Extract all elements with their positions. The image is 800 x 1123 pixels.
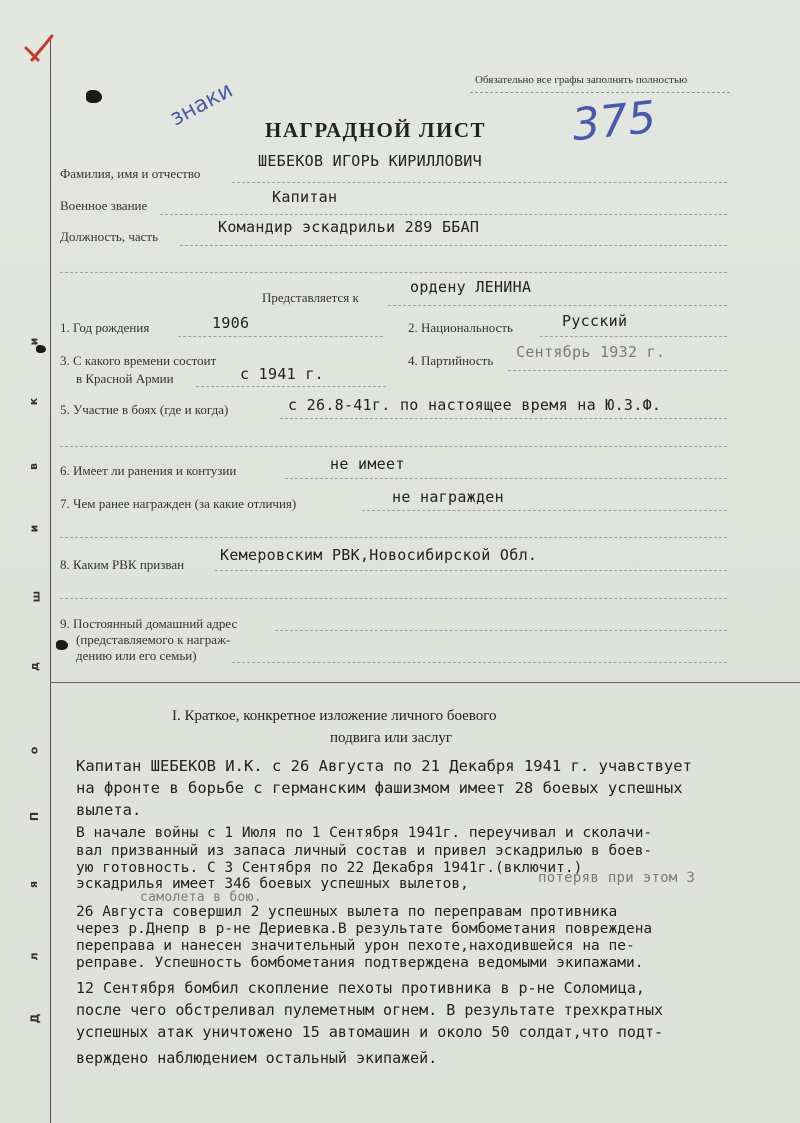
battles-value: с 26.8-41г. по настоящее время на Ю.З.Ф. (288, 396, 662, 414)
rank-line (160, 214, 727, 215)
body-line: эскадрилья имеет 346 боевых успешных вылетов, (76, 876, 469, 892)
prev-awards-line-2 (60, 537, 727, 538)
body-line: В начале войны с 1 Июля по 1 Сентября 1941г. переучивал и сколачи- (76, 825, 653, 841)
battles-line-2 (60, 446, 727, 447)
body-line: вал призванный из запаса личный состав и привел эскадрилью в боев- (76, 843, 653, 859)
party-line (508, 370, 727, 371)
stub-letter: л (27, 952, 41, 961)
rank-label: Военное звание (60, 198, 148, 213)
stub-letter: и (27, 337, 41, 346)
rank-value: Капитан (272, 188, 338, 206)
page-title: НАГРАДНОЙ ЛИСТ (265, 118, 487, 142)
stub-letter: д (27, 662, 41, 671)
army-label-1: 3. С какого времени состоит (60, 353, 217, 368)
section-heading-2: подвига или заслуг (330, 730, 453, 746)
body-line: 26 Августа совершил 2 успешных вылета по переправам противника (76, 904, 618, 920)
nation-value: Русский (562, 312, 628, 330)
prev-awards-line (362, 510, 727, 511)
stub-letter: я (27, 880, 41, 889)
fio-line (232, 182, 727, 183)
address-label-2: (представляемого к награж- (76, 632, 231, 647)
stub-letter: в (26, 463, 40, 470)
post-line-2 (60, 272, 727, 273)
prev-awards-value: не награжден (392, 488, 504, 506)
post-line (180, 245, 727, 246)
stub-letter: и (27, 524, 41, 533)
rvk-value: Кемеровским РВК,Новосибирской Обл. (220, 546, 538, 564)
body-line: реправе. Успешность бомбометания подтверждена ведомыми экипажами. (76, 955, 644, 971)
fio-label: Фамилия, имя и отчество (60, 166, 201, 181)
notice-underline (470, 92, 730, 93)
body-line: вылета. (76, 801, 142, 819)
birth-line (178, 336, 383, 337)
body-line: ую готовность. С 3 Сентября по 22 Декабря 1941г.(включит.) (76, 860, 583, 876)
birth-value: 1906 (212, 314, 250, 332)
army-line (196, 386, 386, 387)
battles-line (280, 418, 727, 419)
body-line: 12 Сентября бомбил скопление пехоты противника в р-не Соломица, (76, 979, 645, 997)
award-line (388, 305, 727, 306)
address-line-2 (232, 662, 727, 663)
punch-hole (56, 640, 68, 650)
address-label-1: 9. Постоянный домашний адрес (60, 616, 238, 631)
party-value: Сентябрь 1932 г. (516, 343, 666, 361)
battles-label: 5. Участие в боях (где и когда) (60, 402, 229, 417)
red-check-mark (22, 32, 58, 68)
stub-letter: П (28, 811, 42, 822)
rvk-line-2 (60, 598, 727, 599)
faint-insert-2: самолета в бою. (140, 890, 262, 905)
prev-awards-label: 7. Чем ранее награжден (за какие отличия) (60, 496, 297, 511)
faint-insert: потеряв при этом 3 (538, 870, 696, 886)
wounds-line (285, 478, 727, 479)
stub-letter: ш (29, 590, 43, 603)
stub-letter: Д (28, 1013, 42, 1024)
award-label: Представляется к (262, 290, 359, 305)
body-line: переправа и нанесен значительный урон пехоте,находившейся на пе- (76, 938, 635, 954)
handwritten-note: знаки (166, 77, 238, 132)
handwritten-number: 375 (569, 91, 659, 152)
fio-value: ШЕБЕКОВ ИГОРЬ КИРИЛЛОВИЧ (258, 152, 482, 170)
nation-line (540, 336, 727, 337)
stub-letter: к (27, 397, 41, 406)
body-line: на фронте в борьбе с германским фашизмом имеет 28 боевых успешных (76, 779, 683, 797)
punch-hole (86, 90, 102, 103)
section-heading-1: I. Краткое, конкретное изложение личного боевого (172, 708, 497, 724)
section-divider (50, 682, 800, 683)
award-value: ордену ЛЕНИНА (410, 278, 532, 296)
party-label: 4. Партийность (408, 353, 494, 368)
body-line: Капитан ШЕБЕКОВ И.К. с 26 Августа по 21 Декабря 1941 г. учавствует (76, 757, 692, 775)
body-line: через р.Днепр в р-не Дериевка.В результате бомбометания повреждена (76, 921, 653, 937)
body-line: верждено наблюдением остальный экипажей. (76, 1049, 438, 1067)
post-value: Командир эскадрильи 289 ББАП (218, 218, 480, 236)
army-label-2: в Красной Армии (76, 371, 174, 386)
punch-hole (36, 345, 46, 353)
rvk-line (215, 570, 727, 571)
address-line (275, 630, 727, 631)
body-line: после чего обстреливал пулеметным огнем. В результате трехкратных (76, 1001, 663, 1019)
fill-notice: Обязательно все графы заполнять полностью (475, 74, 688, 86)
binding-line (50, 40, 51, 1123)
wounds-value: не имеет (330, 455, 405, 473)
nation-label: 2. Национальность (408, 320, 513, 335)
address-label-3: дению или его семьи) (76, 648, 197, 663)
stub-letter: о (27, 746, 41, 755)
rvk-label: 8. Каким РВК призван (60, 557, 185, 572)
body-line: успешных атак уничтожено 15 автомашин и около 50 солдат,что подт- (76, 1023, 663, 1041)
post-label: Должность, часть (60, 229, 159, 244)
birth-label: 1. Год рождения (60, 320, 150, 335)
wounds-label: 6. Имеет ли ранения и контузии (60, 463, 237, 478)
army-value: с 1941 г. (240, 365, 324, 383)
